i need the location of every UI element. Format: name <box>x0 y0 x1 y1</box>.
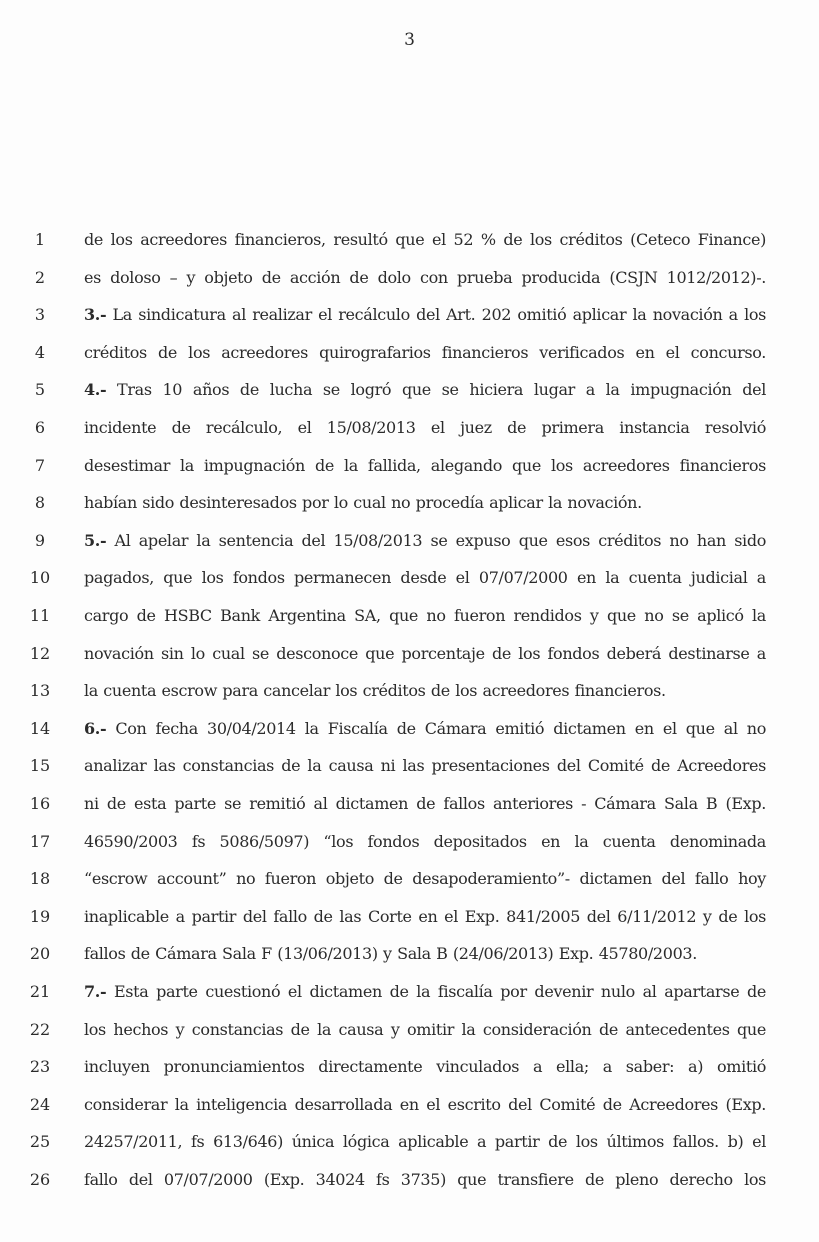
line-text <box>84 528 766 554</box>
text-line <box>0 565 819 591</box>
line-text: incidente de recálculo, el 15/08/2013 el juez de primera instancia resolvió <box>84 418 766 437</box>
text-line <box>0 941 819 967</box>
text-line <box>0 490 819 516</box>
paragraph-number: 5.- <box>84 530 107 550</box>
line-number: 23 <box>29 1057 51 1077</box>
text-line <box>0 979 819 1005</box>
text-line <box>0 415 819 441</box>
line-number: 7 <box>34 455 46 475</box>
line-text: es doloso – y objeto de acción de dolo con prueba producida (CSJN 1012/2012)-. <box>84 267 766 287</box>
line-text <box>84 678 766 704</box>
line-text: pagados, que los fondos permanecen desde el 07/07/2000 en la cuenta judicial a <box>84 568 766 588</box>
line-text: 24257/2011, fs 613/646) única lógica aplicable a partir de los últimos fallos. b) el <box>84 1132 766 1152</box>
line-number: 22 <box>29 1019 51 1039</box>
line-text <box>84 377 766 403</box>
line-text: inaplicable a partir del fallo de las Corte en el Exp. 841/2005 del 6/11/2012 y de los <box>84 906 766 926</box>
line-number: 18 <box>29 869 51 889</box>
text-line <box>0 453 819 479</box>
line-number: 13 <box>29 681 51 701</box>
line-number: 3 <box>34 305 46 325</box>
line-number: 2 <box>34 267 46 287</box>
line-text: cargo de HSBC Bank Argentina SA, que no fueron rendidos y que no se aplicó la <box>84 606 766 625</box>
text-line <box>0 678 819 704</box>
line-number: 16 <box>29 794 51 813</box>
text-line <box>0 1167 819 1193</box>
line-text: “escrow account” no fueron objeto de desapoderamiento”- dictamen del fallo hoy <box>84 869 766 889</box>
line-text <box>84 941 766 967</box>
line-number: 5 <box>34 380 46 400</box>
line-text: incluyen pronunciamientos directamente vinculados a ella; a saber: a) omitió <box>84 1057 766 1077</box>
line-text <box>84 716 766 742</box>
text-line <box>0 904 819 930</box>
text-line <box>0 829 819 855</box>
line-number: 1 <box>34 230 46 249</box>
line-text <box>84 979 766 1005</box>
paragraph-number: 3.- <box>84 305 107 325</box>
line-text: ni de esta parte se remitió al dictamen de fallos anteriores - Cámara Sala B (Exp. <box>84 794 766 813</box>
line-text: desestimar la impugnación de la fallida, alegando que los acreedores financieros <box>84 455 766 475</box>
line-text: analizar las constancias de la causa ni las presentaciones del Comité de Acreedores <box>84 756 766 776</box>
line-number: 10 <box>29 568 51 588</box>
line-text: novación sin lo cual se desconoce que porcentaje de los fondos deberá destinarse a <box>84 643 766 663</box>
text-line <box>0 1017 819 1043</box>
text-line <box>0 340 819 366</box>
line-text: créditos de los acreedores quirografarios financieros verificados en el concurso. <box>84 342 766 362</box>
line-content: Esta parte cuestionó el dictamen de la fiscalía por devenir nulo al apartarse de <box>106 982 766 1001</box>
line-number: 24 <box>29 1094 51 1114</box>
line-number: 4 <box>34 342 46 362</box>
line-number: 8 <box>34 493 46 513</box>
line-content: habían sido desinteresados por lo cual no procedía aplicar la novación. <box>84 493 642 513</box>
line-content: la cuenta escrow para cancelar los créditos de los acreedores financieros. <box>84 681 666 701</box>
text-line <box>0 641 819 667</box>
line-text <box>84 302 766 328</box>
text-line <box>0 265 819 291</box>
line-content: Tras 10 años de lucha se logró que se hiciera lugar a la impugnación del <box>106 380 766 400</box>
paragraph-number: 7.- <box>84 982 107 1001</box>
line-number: 19 <box>29 906 51 926</box>
line-text <box>84 490 766 516</box>
line-number: 17 <box>29 831 51 851</box>
line-number: 14 <box>29 718 51 738</box>
line-number: 21 <box>29 982 51 1001</box>
text-line <box>0 528 819 554</box>
text-line <box>0 791 819 817</box>
text-line <box>0 866 819 892</box>
line-content: fallos de Cámara Sala F (13/06/2013) y Sala B (24/06/2013) Exp. 45780/2003. <box>84 944 697 964</box>
line-number: 9 <box>34 530 46 550</box>
line-number: 6 <box>34 418 46 437</box>
line-text: 46590/2003 fs 5086/5097) “los fondos depositados en la cuenta denominada <box>84 831 766 851</box>
line-number: 15 <box>29 756 51 776</box>
line-content: Con fecha 30/04/2014 la Fiscalía de Cámara emitió dictamen en el que al no <box>106 718 766 738</box>
text-line <box>0 227 819 253</box>
text-line <box>0 753 819 779</box>
line-number: 20 <box>29 944 51 964</box>
line-content: Al apelar la sentencia del 15/08/2013 se expuso que esos créditos no han sido <box>106 530 766 550</box>
text-line <box>0 603 819 629</box>
line-text: considerar la inteligencia desarrollada en el escrito del Comité de Acreedores (Exp. <box>84 1094 766 1114</box>
text-line <box>0 377 819 403</box>
line-number: 25 <box>29 1132 51 1152</box>
line-text: los hechos y constancias de la causa y omitir la consideración de antecedentes que <box>84 1019 766 1039</box>
page-number: 3 <box>404 30 415 50</box>
line-text: fallo del 07/07/2000 (Exp. 34024 fs 3735) que transfiere de pleno derecho los <box>84 1170 766 1189</box>
line-number: 12 <box>29 643 51 663</box>
text-line <box>0 1129 819 1155</box>
line-number: 26 <box>29 1170 51 1189</box>
paragraph-number: 6.- <box>84 718 107 738</box>
line-content: La sindicatura al realizar el recálculo del Art. 202 omitió aplicar la novación a los <box>106 305 766 325</box>
text-line <box>0 302 819 328</box>
line-text: de los acreedores financieros, resultó que el 52 % de los créditos (Ceteco Finance) <box>84 230 766 249</box>
text-line <box>0 1092 819 1118</box>
line-number: 11 <box>29 606 51 625</box>
paragraph-number: 4.- <box>84 380 107 400</box>
text-line <box>0 1054 819 1080</box>
text-line <box>0 716 819 742</box>
